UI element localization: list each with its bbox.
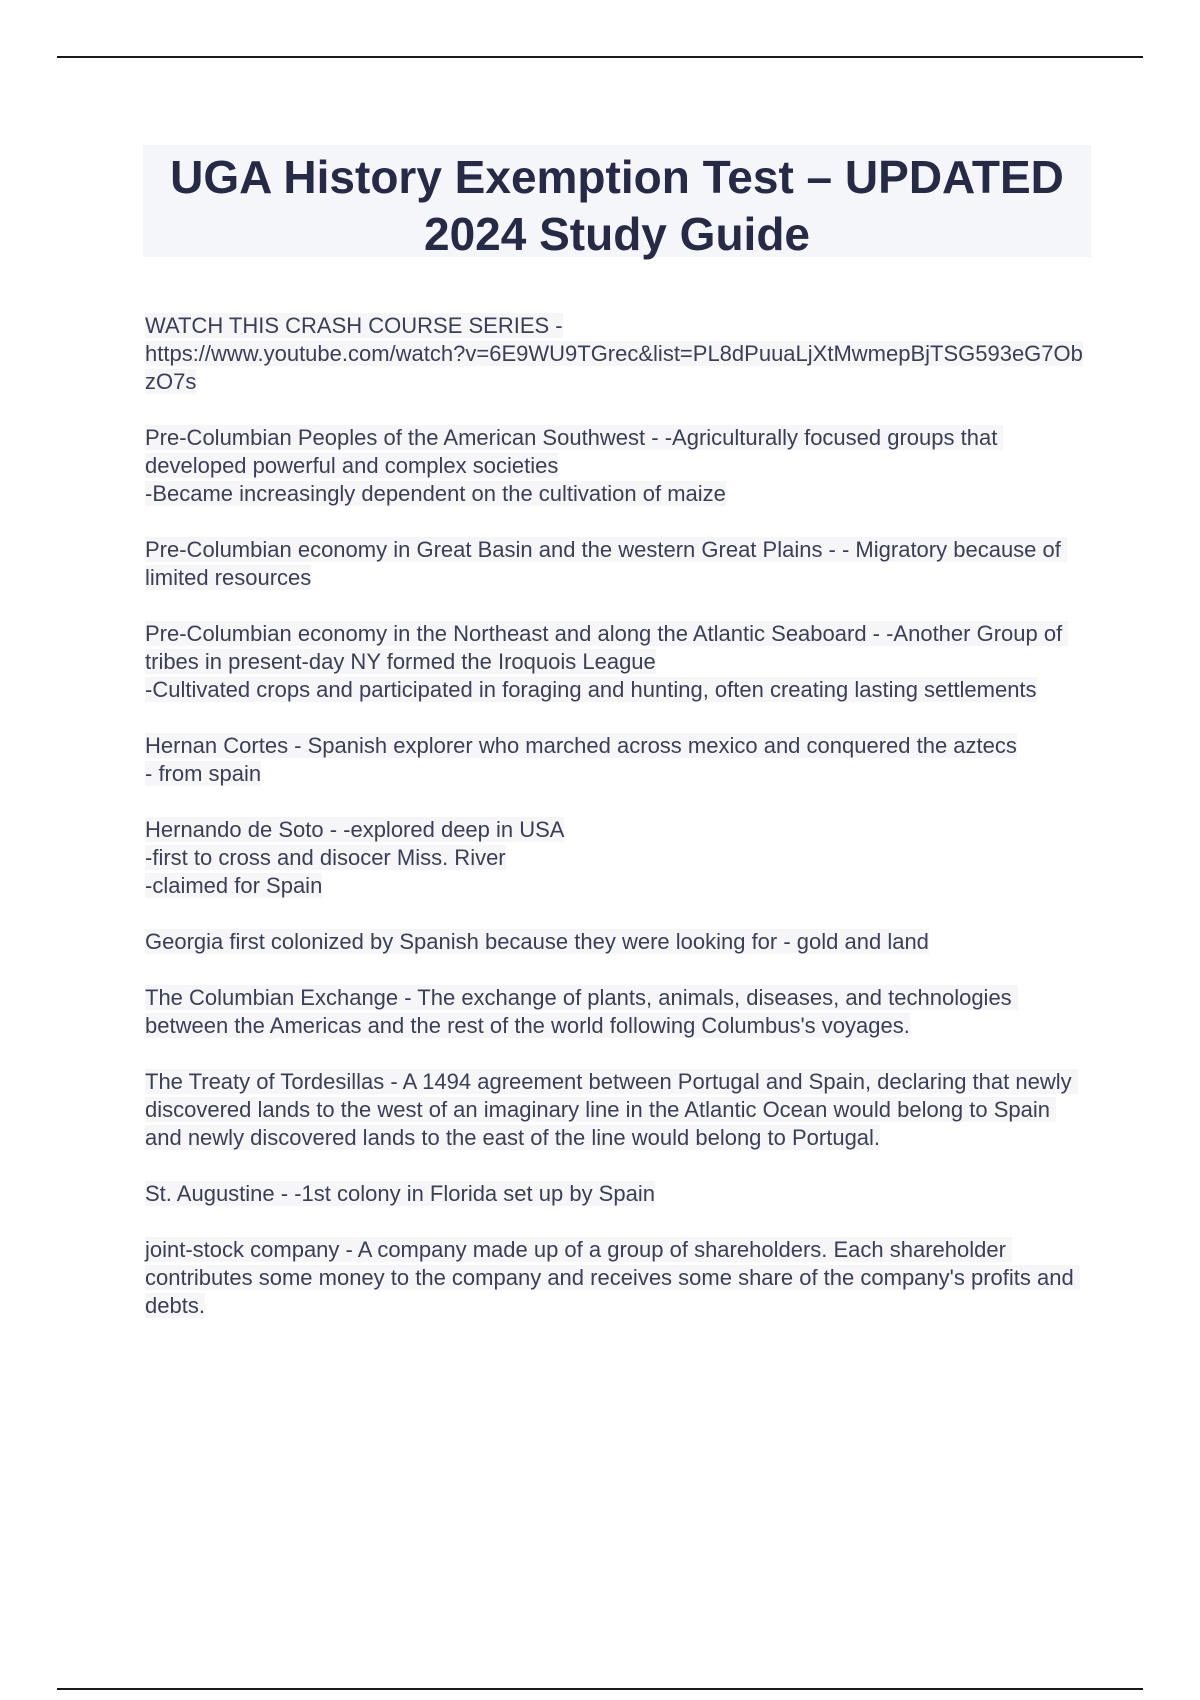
entry-text: Hernan Cortes - Spanish explorer who marched across mexico and conquered the aztecs - from spain bbox=[145, 733, 1017, 786]
study-entry bbox=[145, 424, 1090, 508]
top-rule bbox=[57, 56, 1143, 58]
crash-course-link[interactable]: https://www.youtube.com/watch?v=6E9WU9TGrec&list=PL8dPuuaLjXtMwmepBjTSG593eG7ObzO7s bbox=[145, 341, 1083, 394]
study-entry bbox=[145, 536, 1090, 592]
entry-text: The Columbian Exchange - The exchange of plants, animals, diseases, and technologies between the Americas and the rest of the world following Columbus's voyages. bbox=[145, 985, 1018, 1038]
bottom-rule bbox=[57, 1688, 1143, 1690]
title-banner bbox=[143, 145, 1091, 260]
entry-text: Pre-Columbian economy in the Northeast and along the Atlantic Seaboard - -Another Group of tribes in present-day NY formed the Iroquois League -Cultivated crops and participated in foraging and hunting, often creating lasting settlements bbox=[145, 621, 1068, 702]
entry-text: St. Augustine - -1st colony in Florida set up by Spain bbox=[145, 1181, 655, 1206]
entry-text: The Treaty of Tordesillas - A 1494 agreement between Portugal and Spain, declaring that newly discovered lands to the west of an imaginary line in the Atlantic Ocean would belong to Spain and newly discovered lands to the east of the line would belong to Portugal. bbox=[145, 1069, 1078, 1150]
page-title: UGA History Exemption Test – UPDATED 2024 Study Guide bbox=[170, 151, 1064, 260]
entry-text: joint-stock company - A company made up of a group of shareholders. Each shareholder contributes some money to the company and receives some share of the company's profits and debts. bbox=[145, 1237, 1080, 1318]
study-entry bbox=[145, 816, 1090, 900]
intro-heading: WATCH THIS CRASH COURSE SERIES - bbox=[145, 313, 563, 338]
study-entry bbox=[145, 732, 1090, 788]
entry-text: Georgia first colonized by Spanish because they were looking for - gold and land bbox=[145, 929, 929, 954]
study-entry bbox=[145, 620, 1090, 704]
study-entry bbox=[145, 1068, 1090, 1152]
study-guide-content bbox=[145, 312, 1090, 1348]
study-entry bbox=[145, 928, 1090, 956]
study-entry bbox=[145, 984, 1090, 1040]
study-entry bbox=[145, 1180, 1090, 1208]
entry-text: Pre-Columbian economy in Great Basin and the western Great Plains - - Migratory because of limited resources bbox=[145, 537, 1067, 590]
study-entry bbox=[145, 1236, 1090, 1320]
entry-text: Hernando de Soto - -explored deep in USA -first to cross and disocer Miss. River -claimed for Spain bbox=[145, 817, 565, 898]
entry-text: Pre-Columbian Peoples of the American Southwest - -Agriculturally focused groups that developed powerful and complex societies -Became increasingly dependent on the cultivation of maize bbox=[145, 425, 1003, 506]
intro-entry bbox=[145, 312, 1090, 396]
